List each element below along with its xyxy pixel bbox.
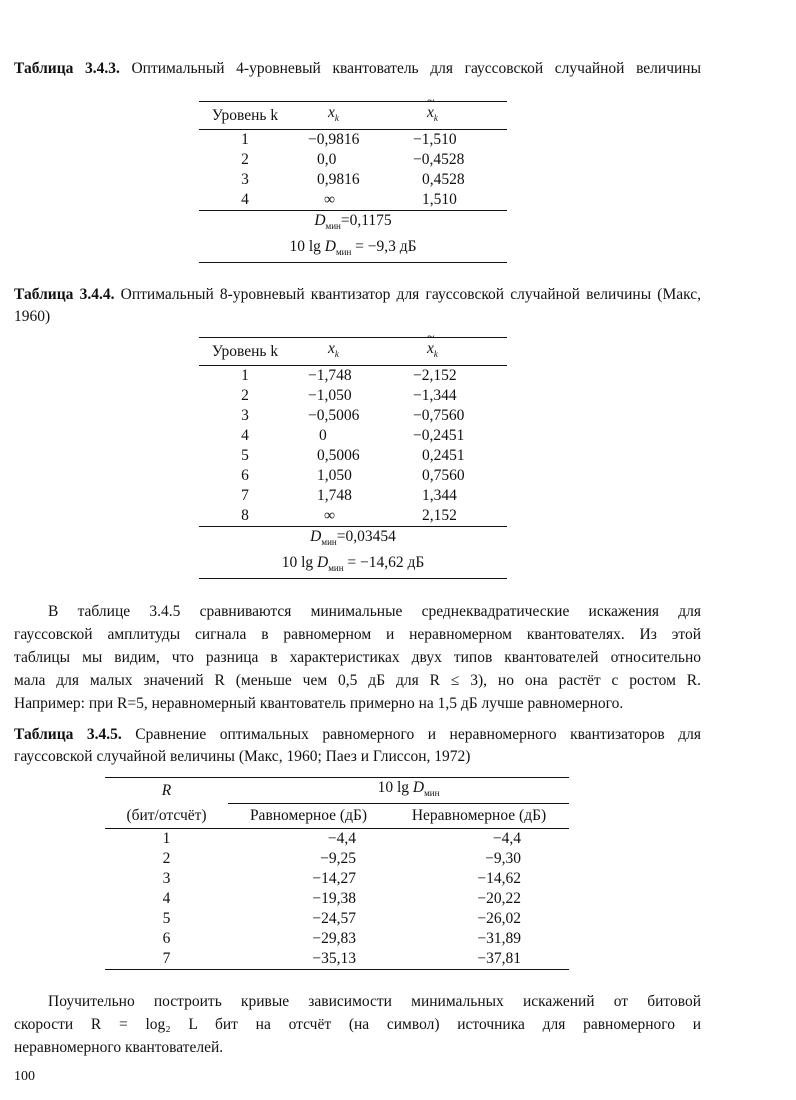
table-row <box>199 506 507 527</box>
table-row <box>199 446 507 466</box>
table3-r: 7 <box>105 949 228 970</box>
table1-xt: −0,4528 <box>413 151 465 168</box>
table2-k: 1 <box>241 367 249 384</box>
table-row <box>105 849 569 869</box>
table1-header-x: $x_k$ <box>291 102 407 130</box>
table3-nonuniform: −31,89 <box>477 930 521 948</box>
table2-xt: 0,2451 <box>422 447 465 464</box>
table2-k: 2 <box>241 387 249 404</box>
table-row <box>199 366 507 387</box>
table1-k: 4 <box>199 190 291 211</box>
table3-r: 4 <box>162 890 171 908</box>
table3-nonuniform: −37,81 <box>389 949 569 970</box>
table3-uniform: −14,27 <box>312 870 356 888</box>
table2-db: 10 $\lg D_{мин} = -14,62$ дБ <box>199 552 507 579</box>
table-row <box>199 486 507 506</box>
table3-header-uniform: Равномерное (дБ) <box>228 804 389 829</box>
table1-caption <box>14 58 701 80</box>
table1-x: 0,9816 <box>317 171 360 188</box>
table-row <box>199 466 507 486</box>
table2-x: −1,748 <box>308 367 352 384</box>
table3-nonuniform: −20,22 <box>477 890 521 908</box>
table2-header-xt: ~ $x_k$ <box>407 338 507 366</box>
table3-uniform: −4,4 <box>327 830 356 848</box>
table2-x: 1,748 <box>317 487 352 504</box>
table3-r: 5 <box>162 910 171 928</box>
table2-x: 0 <box>319 427 327 444</box>
paragraph-line: неравномерного квантователей. <box>14 1039 224 1056</box>
table2-k: 6 <box>241 467 249 484</box>
table2-x: −1,050 <box>308 387 352 404</box>
table2-dmin: $D_{мин}=0,03454$ <box>199 527 507 553</box>
table-row <box>199 170 507 190</box>
paragraph-1 <box>14 600 701 715</box>
table3-uniform: −24,57 <box>312 910 356 928</box>
table-row <box>199 426 507 446</box>
table2-k: 4 <box>241 427 249 444</box>
table3-header-nonuniform: Неравномерное (дБ) <box>389 804 569 829</box>
table-row <box>199 130 507 151</box>
table3-r: 1 <box>162 830 171 848</box>
table3-caption-label: Таблица 3.4.5. <box>14 726 122 743</box>
table-row <box>105 929 569 949</box>
table1-k: 1 <box>241 131 249 148</box>
table2-k: 8 <box>199 506 291 527</box>
table2-caption <box>14 284 701 328</box>
table1-header-xt: ~ $x_k$ <box>407 102 507 130</box>
paragraph-line: Например: при R=5, неравномерный квантователь примерно на 1,5 дБ лучше равномерного. <box>14 695 624 712</box>
paragraph-line: скорости R = log₂ L бит на отсчёт (на символ) источника для равномерного и <box>14 1016 701 1033</box>
table-row <box>199 150 507 170</box>
table2 <box>199 337 507 579</box>
table-row <box>199 190 507 211</box>
table2-header-x: $x_k$ <box>291 338 407 366</box>
table2-x: −0,5006 <box>308 407 360 424</box>
table2-x: ∞ <box>291 506 407 527</box>
paragraph-2 <box>14 990 701 1059</box>
table2-k: 5 <box>241 447 249 464</box>
table1-x: −0,9816 <box>308 131 360 148</box>
table3-uniform: −29,83 <box>312 930 356 948</box>
table1 <box>199 101 507 263</box>
table3-nonuniform: −26,02 <box>477 910 521 928</box>
table-row <box>105 949 569 970</box>
table3-r: 2 <box>162 850 171 868</box>
table3-header-group: 10 $\lg D_{мин}$ <box>228 778 569 804</box>
paragraph-line: гауссовской амплитуды сигнала в равномерном и неравномерном квантователях. Из этой <box>14 626 701 643</box>
table1-xt: 1,510 <box>407 190 507 211</box>
table-row <box>199 386 507 406</box>
table1-k: 3 <box>241 171 249 188</box>
table3-caption-text: Сравнение оптимальных равномерного и неравномерного квантизаторов для гауссовской случайной величины (Макс, 1960; Паез и Глиссон, 1972) <box>14 726 702 765</box>
table3-uniform: −35,13 <box>228 949 389 970</box>
paragraph-line: Поучительно построить кривые зависимости минимальных искажений от битовой <box>48 993 701 1010</box>
table3-r: 6 <box>162 930 171 948</box>
table-row <box>199 406 507 426</box>
table2-k: 3 <box>241 407 249 424</box>
table2-xt: 1,344 <box>422 487 457 504</box>
table2-k: 7 <box>241 487 249 504</box>
table3-caption <box>14 724 701 768</box>
table1-x: 0,0 <box>317 151 337 168</box>
table2-x: 1,050 <box>317 467 352 484</box>
table3 <box>105 777 569 970</box>
table-row <box>105 909 569 929</box>
table-row <box>105 869 569 889</box>
table1-x: ∞ <box>291 190 407 211</box>
paragraph-line: мала для малых значений R (меньше чем 0,5 дБ для R ≤ 3), но она растёт с ростом R. <box>14 672 701 689</box>
table2-caption-text: Оптимальный 8-уровневый квантизатор для гауссовской случайной величины (Макс, 1960) <box>14 286 702 325</box>
page-number: 100 <box>14 1069 35 1084</box>
table1-xt: −1,510 <box>413 131 457 148</box>
table2-caption-label: Таблица 3.4.4. <box>14 286 115 303</box>
table1-caption-label: Таблица 3.4.3. <box>14 60 120 77</box>
table3-nonuniform: −14,62 <box>477 870 521 888</box>
table2-xt: −0,2451 <box>413 427 465 444</box>
table2-header-level: Уровень k <box>199 338 291 366</box>
table3-nonuniform: −9,30 <box>485 850 521 868</box>
table3-header-r: R <box>105 778 228 804</box>
table3-nonuniform: −4,4 <box>492 830 521 848</box>
table-row <box>105 829 569 850</box>
table-row <box>105 889 569 909</box>
paragraph-line: таблицы мы видим, что разница в характеристиках двух типов квантователей относительно <box>14 649 701 666</box>
table3-uniform: −19,38 <box>312 890 356 908</box>
table3-uniform: −9,25 <box>320 850 356 868</box>
table3-r: 3 <box>162 870 171 888</box>
table3-header-r-unit: (бит/отсчёт) <box>105 804 228 829</box>
paragraph-line: В таблице 3.4.5 сравниваются минимальные среднеквадратические искажения для <box>48 603 701 620</box>
table1-caption-text: Оптимальный 4-уровневый квантователь для гауссовской случайной величины <box>131 60 702 77</box>
table2-xt: −2,152 <box>413 367 457 384</box>
table1-xt: 0,4528 <box>422 171 465 188</box>
table2-xt: 2,152 <box>407 506 507 527</box>
table2-x: 0,5006 <box>317 447 360 464</box>
table2-xt: −1,344 <box>413 387 457 404</box>
table2-xt: 0,7560 <box>422 467 465 484</box>
table1-k: 2 <box>241 151 249 168</box>
table1-db: 10 $\lg D_{мин} = -9,3$ дБ <box>199 236 507 263</box>
table2-xt: −0,7560 <box>413 407 465 424</box>
table1-header-level: Уровень k <box>199 102 291 130</box>
table1-dmin: $D_{мин}=0,1175$ <box>199 211 507 237</box>
